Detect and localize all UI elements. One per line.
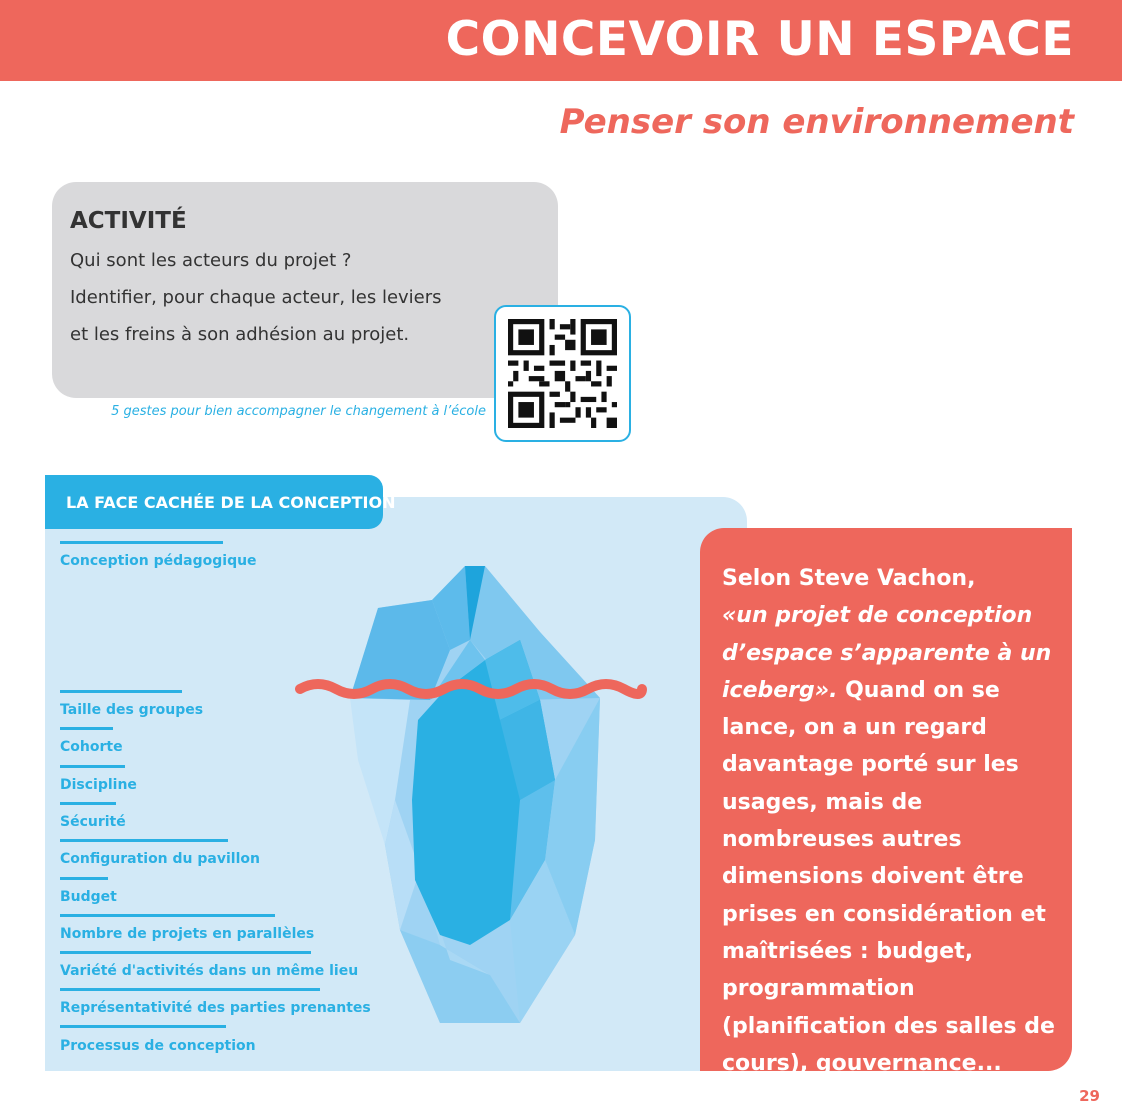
factor-divider — [60, 690, 182, 693]
factor-divider — [60, 839, 228, 842]
factor-label: Représentativité des parties prenantes — [60, 1000, 371, 1016]
factor-label: Discipline — [60, 777, 137, 793]
factor-divider — [60, 765, 125, 768]
activity-line: Identifier, pour chaque acteur, les leviers — [70, 287, 442, 308]
factor-divider — [60, 727, 113, 730]
quote-text — [722, 560, 1062, 1082]
factor-label: Conception pédagogique — [60, 553, 257, 569]
factor-label: Sécurité — [60, 814, 126, 830]
activity-line: et les freins à son adhésion au projet. — [70, 324, 410, 345]
factor-label: Nombre de projets en parallèles — [60, 926, 315, 942]
factor-divider — [60, 988, 320, 991]
factor-label: Processus de conception — [60, 1038, 256, 1054]
quote-intro: Selon Steve Vachon, — [722, 566, 976, 591]
factor-label: Cohorte — [60, 739, 123, 755]
section-title: LA FACE CACHÉE DE LA CONCEPTION — [66, 493, 396, 512]
factor-divider — [60, 877, 108, 880]
page-title: CONCEVOIR UN ESPACE — [445, 12, 1074, 67]
activity-line: Qui sont les acteurs du projet ? — [70, 250, 352, 271]
factor-label: Variété d'activités dans un même lieu — [60, 963, 359, 979]
factor-divider — [60, 802, 116, 805]
factor-divider — [60, 1025, 226, 1028]
quote-citation: «un projet de conception d’espace s’apparente à un iceberg». — [722, 603, 1052, 703]
factor-divider — [60, 914, 275, 917]
factor-label: Configuration du pavillon — [60, 851, 260, 867]
factor-divider — [60, 541, 223, 544]
page-number: 29 — [1079, 1087, 1100, 1105]
factor-label: Taille des groupes — [60, 702, 204, 718]
qr-caption: 5 gestes pour bien accompagner le changement à l’école — [111, 404, 486, 419]
factor-divider — [60, 951, 311, 954]
factor-label: Budget — [60, 889, 117, 905]
activity-title: ACTIVITÉ — [70, 208, 187, 234]
quote-body: Quand on se lance, on a un regard davantage porté sur les usages, mais de nombreuses autres dimensions doivent être prises en considération et maîtrisées : budget, programmation (planification des salles de cours), gouvernance... — [722, 677, 1055, 1076]
page-subtitle: Penser son environnement — [559, 102, 1074, 142]
